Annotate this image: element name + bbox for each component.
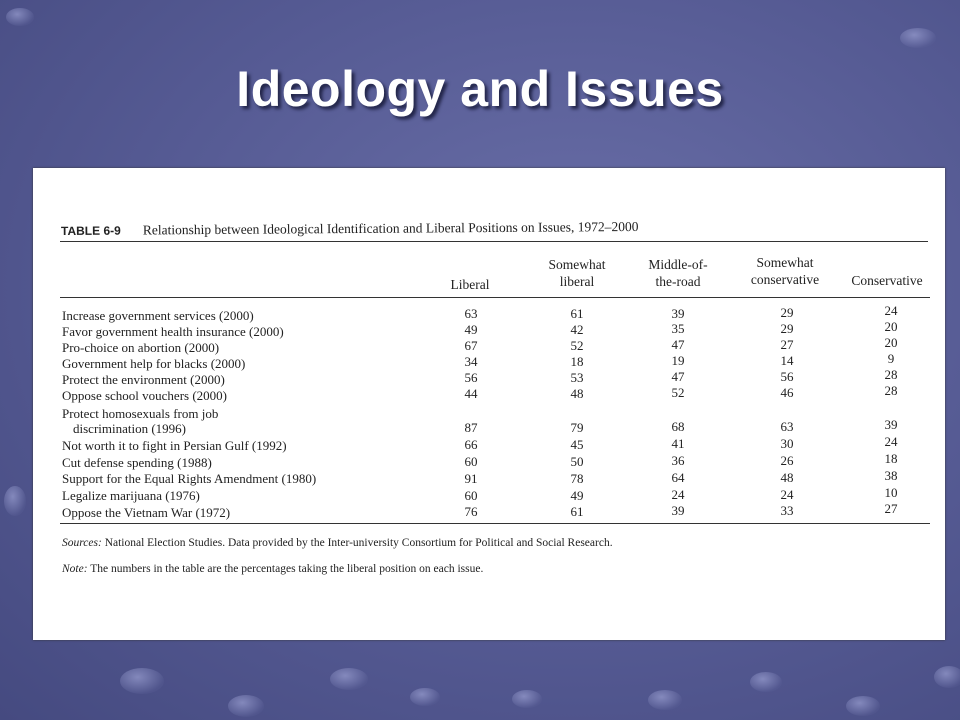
table-cell: 61 <box>570 504 584 519</box>
row-label: Favor government health insurance (2000) <box>62 324 284 339</box>
background-bubble <box>330 668 368 690</box>
table-cell: 19 <box>671 353 685 368</box>
table-cell: 24 <box>671 487 685 502</box>
bottom-rule <box>60 523 930 524</box>
table-cell: 18 <box>570 354 584 369</box>
column-header-liberal <box>437 276 503 293</box>
table-cell: 20 <box>884 319 898 334</box>
table-cell: 63 <box>780 419 794 434</box>
table-cell: 26 <box>780 453 794 468</box>
table-cell: 39 <box>671 503 685 518</box>
table-number: TABLE 6-9 <box>60 223 121 239</box>
table-cell: 60 <box>464 488 478 503</box>
column-header-somewhat-conservative <box>733 254 837 288</box>
table-cell: 66 <box>464 437 478 452</box>
table-cell: 91 <box>464 471 478 486</box>
table-cell: 34 <box>464 354 478 369</box>
background-bubble <box>648 690 682 710</box>
table-cell: 63 <box>464 306 478 321</box>
table-cell: 79 <box>570 420 584 435</box>
table-cell: 35 <box>671 321 685 336</box>
table-cell: 10 <box>884 485 898 500</box>
table-cell: 29 <box>780 305 794 320</box>
row-label: Not worth it to fight in Persian Gulf (1992) <box>62 438 287 453</box>
column-header-line: the-road <box>655 274 701 289</box>
row-label: Cut defense spending (1988) <box>62 455 212 470</box>
table-cell: 24 <box>884 303 898 318</box>
column-header-line: conservative <box>750 272 820 287</box>
header-rule <box>60 297 930 298</box>
row-label: Support for the Equal Rights Amendment (1980) <box>62 471 317 486</box>
sources-label: Sources: <box>62 537 102 549</box>
table-cell: 27 <box>780 337 794 352</box>
table-cell: 53 <box>570 370 584 385</box>
row-label: Government help for blacks (2000) <box>62 356 246 371</box>
table-cell: 18 <box>884 451 898 466</box>
slide-title: Ideology and Issues <box>236 61 724 117</box>
table-cell: 14 <box>780 353 794 368</box>
background-bubble <box>410 688 440 706</box>
table-cell: 52 <box>671 385 685 400</box>
background-bubble <box>6 8 34 26</box>
column-header-middle-of-the-road <box>633 256 723 290</box>
table-cell: 61 <box>570 306 584 321</box>
column-header-line: Middle-of- <box>648 257 708 272</box>
table-cell: 42 <box>570 322 584 337</box>
background-bubble <box>750 672 782 692</box>
table-cell: 20 <box>884 335 898 350</box>
table-cell: 78 <box>570 471 584 486</box>
table-cell: 47 <box>671 337 685 352</box>
column-header-line: liberal <box>559 274 595 289</box>
table-cell: 76 <box>464 504 478 519</box>
table-sources <box>62 537 613 549</box>
table-cell: 39 <box>671 306 685 321</box>
background-bubble <box>900 28 936 48</box>
table-cell: 56 <box>464 370 478 385</box>
background-bubble <box>846 696 880 716</box>
table-cell: 49 <box>570 488 584 503</box>
background-bubble <box>934 666 960 688</box>
table-cell: 68 <box>671 419 685 434</box>
table-cell: 87 <box>464 420 478 435</box>
table-cell: 64 <box>671 470 685 485</box>
table-cell: 24 <box>884 434 898 449</box>
table-cell: 50 <box>570 454 584 469</box>
row-label: Protect the environment (2000) <box>62 372 225 387</box>
table-cell: 46 <box>780 385 794 400</box>
note-text: The numbers in the table are the percentages taking the liberal position on each issue. <box>87 563 484 575</box>
table-cell: 29 <box>780 321 794 336</box>
background-bubble <box>4 486 26 516</box>
table-cell: 48 <box>780 470 794 485</box>
table-caption-text: Relationship between Ideological Identification and Liberal Positions on Issues, 1972–2000 <box>142 218 639 238</box>
row-label: Protect homosexuals from job <box>62 406 219 421</box>
column-header-line: Somewhat <box>756 255 814 270</box>
column-header-line: Somewhat <box>548 257 606 272</box>
table-cell: 30 <box>780 436 794 451</box>
column-header-conservative <box>841 272 933 289</box>
table-caption <box>61 219 639 239</box>
table-cell: 52 <box>570 338 584 353</box>
sources-text: National Election Studies. Data provided by the Inter-university Consortium for Political and Social Research. <box>101 537 613 549</box>
row-label: discrimination (1996) <box>73 421 187 436</box>
column-header-line: Conservative <box>851 273 923 288</box>
row-label: Oppose school vouchers (2000) <box>62 388 227 403</box>
table-cell: 33 <box>780 503 794 518</box>
background-bubble <box>512 690 542 708</box>
note-label: Note: <box>62 563 88 575</box>
table-cell: 44 <box>464 386 478 401</box>
table-cell: 47 <box>671 369 685 384</box>
row-label: Legalize marijuana (1976) <box>62 488 200 503</box>
column-header-somewhat-liberal <box>533 256 621 290</box>
row-label: Increase government services (2000) <box>62 308 254 323</box>
table-cell: 24 <box>780 487 794 502</box>
background-bubble <box>228 695 264 717</box>
column-header-line: Liberal <box>450 277 490 292</box>
table-cell: 9 <box>887 351 895 366</box>
top-rule <box>60 241 928 242</box>
table-cell: 60 <box>464 454 478 469</box>
table-cell: 28 <box>884 383 898 398</box>
table-cell: 27 <box>884 501 898 516</box>
table-cell: 36 <box>671 453 685 468</box>
table-note <box>62 563 483 575</box>
table-cell: 48 <box>570 386 584 401</box>
row-label: Pro-choice on abortion (2000) <box>62 340 220 355</box>
scanned-table-image <box>33 168 945 640</box>
table-cell: 49 <box>464 322 478 337</box>
row-label: Oppose the Vietnam War (1972) <box>62 505 231 520</box>
background-bubble <box>120 668 164 694</box>
table-cell: 45 <box>570 437 584 452</box>
table-cell: 38 <box>884 468 898 483</box>
table-cell: 28 <box>884 367 898 382</box>
table-cell: 67 <box>464 338 478 353</box>
table-cell: 41 <box>671 436 685 451</box>
table-cell: 56 <box>780 369 794 384</box>
table-cell: 39 <box>884 417 898 432</box>
